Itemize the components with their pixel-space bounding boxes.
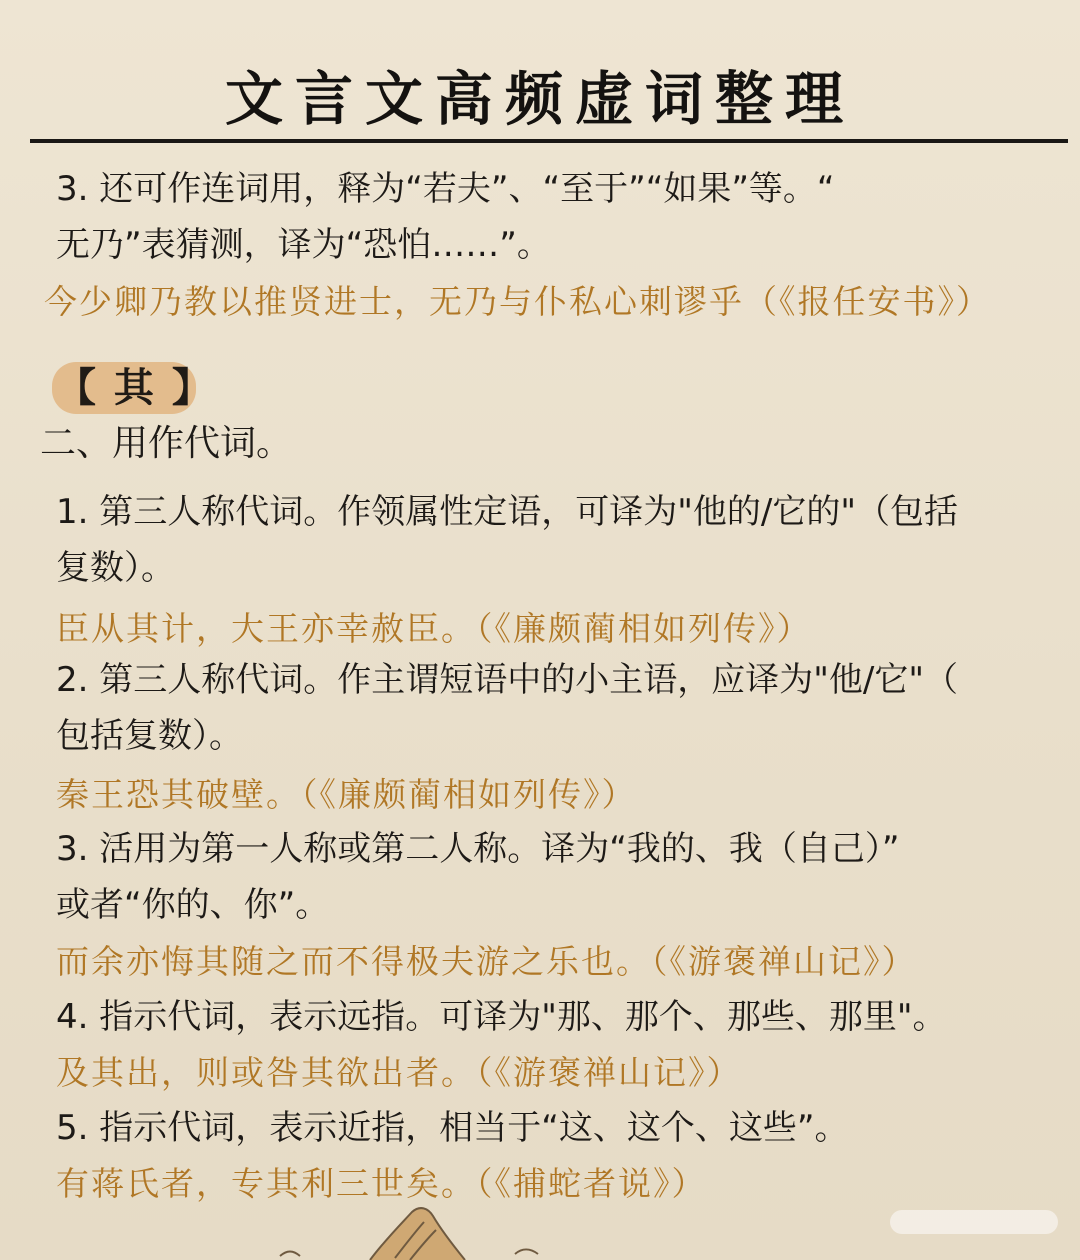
text-line: 复数）。 (56, 548, 175, 588)
text-line: 3. 活用为第一人称或第二人称。译为“我的、我（自己）” (56, 829, 900, 869)
example-quote: 有蒋氏者，专其利三世矣。（《捕蛇者说》） (56, 1164, 707, 1203)
text-line: 包括复数）。 (56, 716, 243, 756)
example-quote: 臣从其计，大王亦幸赦臣。（《廉颇蔺相如列传》） (56, 609, 812, 648)
section-badge: 【 其 】 (56, 364, 214, 411)
text-line: 或者“你的、你”。 (56, 885, 330, 925)
text-line: 2. 第三人称代词。作主谓短语中的小主语，应译为"他/它"（ (56, 660, 958, 700)
text-line: 3. 还可作连词用，释为“若夫”、“至于”“如果”等。“ (56, 169, 835, 209)
page-title: 文言文高频虚词整理 (224, 65, 855, 133)
text-line: 无乃”表猜测，译为“恐怕……”。 (56, 225, 551, 265)
text-line: 1. 第三人称代词。作领属性定语，可译为"他的/它的"（包括 (56, 492, 958, 532)
example-quote: 而余亦悔其随之而不得极夫游之乐也。（《游褒禅山记》） (56, 942, 917, 981)
text-line: 5. 指示代词，表示近指，相当于“这、这个、这些”。 (56, 1108, 849, 1148)
section-heading: 二、用作代词。 (40, 423, 293, 464)
watermark (890, 1210, 1058, 1234)
example-quote: 及其出，则或咎其欲出者。（《游褒禅山记》） (56, 1053, 742, 1092)
example-quote: 秦王恐其破壁。（《廉颇蔺相如列传》） (56, 775, 637, 814)
text-line: 4. 指示代词，表示远指。可译为"那、那个、那些、那里"。 (56, 997, 947, 1037)
example-quote: 今少卿乃教以推贤进士，无乃与仆私心刺谬乎（《报任安书》） (44, 282, 991, 321)
